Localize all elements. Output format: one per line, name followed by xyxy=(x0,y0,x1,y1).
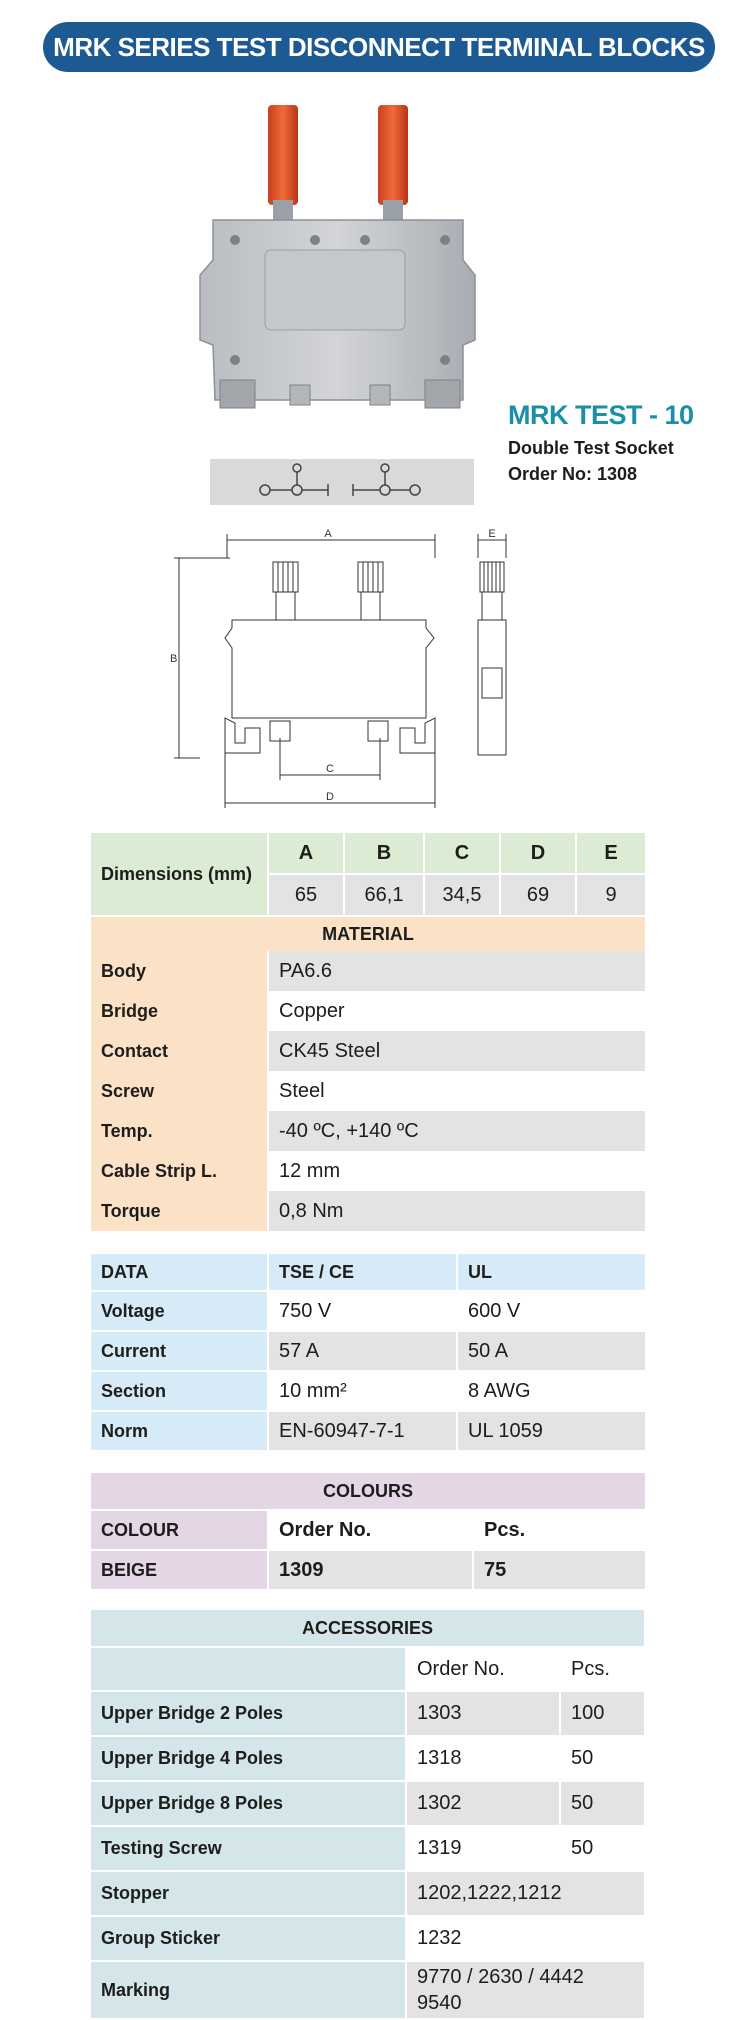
data-row-tse: 750 V xyxy=(269,1292,456,1330)
data-header-ul: UL xyxy=(458,1254,645,1290)
dim-label-c: C xyxy=(326,763,334,775)
data-row-ul: 600 V xyxy=(458,1292,645,1330)
material-row-value: CK45 Steel xyxy=(269,1031,645,1071)
accessories-header-order: Order No. xyxy=(407,1648,559,1690)
data-row-tse: 57 A xyxy=(269,1332,456,1370)
material-row-value: -40 ºC, +140 ºC xyxy=(269,1111,645,1151)
colours-row-colour: BEIGE xyxy=(91,1551,267,1589)
accessories-title: ACCESSORIES xyxy=(91,1610,644,1646)
material-row-value: 0,8 Nm xyxy=(269,1191,645,1231)
material-row-label: Temp. xyxy=(91,1111,267,1151)
dim-label-b: B xyxy=(170,653,178,665)
accessory-row-order: 1318 xyxy=(407,1737,559,1780)
colours-header-colour: COLOUR xyxy=(91,1511,267,1549)
data-row-label: Norm xyxy=(91,1412,267,1450)
page-title-banner xyxy=(43,22,715,72)
colours-row-order: 1309 xyxy=(269,1551,472,1589)
data-row-label: Current xyxy=(91,1332,267,1370)
product-photo xyxy=(195,100,485,410)
accessory-row-order: 1232 xyxy=(407,1917,644,1960)
data-row-label: Voltage xyxy=(91,1292,267,1330)
data-row-ul: UL 1059 xyxy=(458,1412,645,1450)
material-row-value: PA6.6 xyxy=(269,951,645,991)
material-row-label: Body xyxy=(91,951,267,991)
data-header-data: DATA xyxy=(91,1254,267,1290)
dim-value-d: 69 xyxy=(501,875,575,915)
dimension-drawing-side xyxy=(468,528,518,760)
accessory-row-order: 1303 xyxy=(407,1692,559,1735)
accessory-row-label: Group Sticker xyxy=(91,1917,405,1960)
accessories-header-blank xyxy=(91,1648,405,1690)
dim-value-e: 9 xyxy=(577,875,645,915)
colours-row-pcs: 75 xyxy=(474,1551,645,1589)
accessory-row-label: Upper Bridge 2 Poles xyxy=(91,1692,405,1735)
data-row-ul: 8 AWG xyxy=(458,1372,645,1410)
material-row-label: Bridge xyxy=(91,991,267,1031)
accessory-marking-line1: 9770 / 2630 / 4442 xyxy=(417,1966,584,1988)
material-row-value: 12 mm xyxy=(269,1151,645,1191)
material-row-label: Contact xyxy=(91,1031,267,1071)
product-order-no: Order No: 1308 xyxy=(508,464,638,484)
dim-header-e: E xyxy=(577,833,645,873)
colours-title: COLOURS xyxy=(91,1473,645,1509)
dim-header-a: A xyxy=(269,833,343,873)
data-row-label: Section xyxy=(91,1372,267,1410)
data-header-tse: TSE / CE xyxy=(269,1254,456,1290)
product-subtitle: Double Test Socket xyxy=(508,438,674,458)
colours-header-order: Order No. xyxy=(269,1511,472,1549)
dim-header-b: B xyxy=(345,833,423,873)
material-row-value: Steel xyxy=(269,1071,645,1111)
dim-value-b: 66,1 xyxy=(345,875,423,915)
dim-label-e: E xyxy=(488,528,496,540)
material-title: MATERIAL xyxy=(91,917,645,951)
accessory-row-label: Stopper xyxy=(91,1872,405,1915)
accessory-marking-line2: 9540 xyxy=(417,1992,462,2014)
page-title: MRK SERIES TEST DISCONNECT TERMINAL BLOCKS xyxy=(53,31,705,62)
product-name: MRK TEST - 10 xyxy=(508,400,694,430)
dim-label-a: A xyxy=(324,528,332,540)
accessory-row-pcs: 50 xyxy=(561,1827,644,1870)
dim-value-c: 34,5 xyxy=(425,875,499,915)
dimensions-label: Dimensions (mm) xyxy=(91,833,267,915)
accessory-row-pcs: 100 xyxy=(561,1692,644,1735)
material-row-value: Copper xyxy=(269,991,645,1031)
accessory-row-order-multi xyxy=(407,1962,644,2018)
accessory-row-label: Testing Screw xyxy=(91,1827,405,1870)
dim-value-a: 65 xyxy=(269,875,343,915)
accessory-row-order: 1319 xyxy=(407,1827,559,1870)
data-row-tse: 10 mm² xyxy=(269,1372,456,1410)
dim-header-c: C xyxy=(425,833,499,873)
material-row-label: Cable Strip L. xyxy=(91,1151,267,1191)
accessory-row-label: Marking xyxy=(91,1962,405,2018)
accessory-row-order: 1202,1222,1212 xyxy=(407,1872,644,1915)
accessory-row-pcs: 50 xyxy=(561,1782,644,1825)
accessory-row-pcs: 50 xyxy=(561,1737,644,1780)
dim-header-d: D xyxy=(501,833,575,873)
accessory-row-label: Upper Bridge 4 Poles xyxy=(91,1737,405,1780)
circuit-symbol xyxy=(210,459,474,505)
accessory-row-label: Upper Bridge 8 Poles xyxy=(91,1782,405,1825)
data-row-ul: 50 A xyxy=(458,1332,645,1370)
colours-header-pcs: Pcs. xyxy=(474,1511,645,1549)
data-row-tse: EN-60947-7-1 xyxy=(269,1412,456,1450)
accessories-header-pcs: Pcs. xyxy=(561,1648,644,1690)
material-row-label: Screw xyxy=(91,1071,267,1111)
material-row-label: Torque xyxy=(91,1191,267,1231)
dimension-drawing-front xyxy=(170,528,450,810)
dim-label-d: D xyxy=(326,791,334,803)
accessory-row-order: 1302 xyxy=(407,1782,559,1825)
